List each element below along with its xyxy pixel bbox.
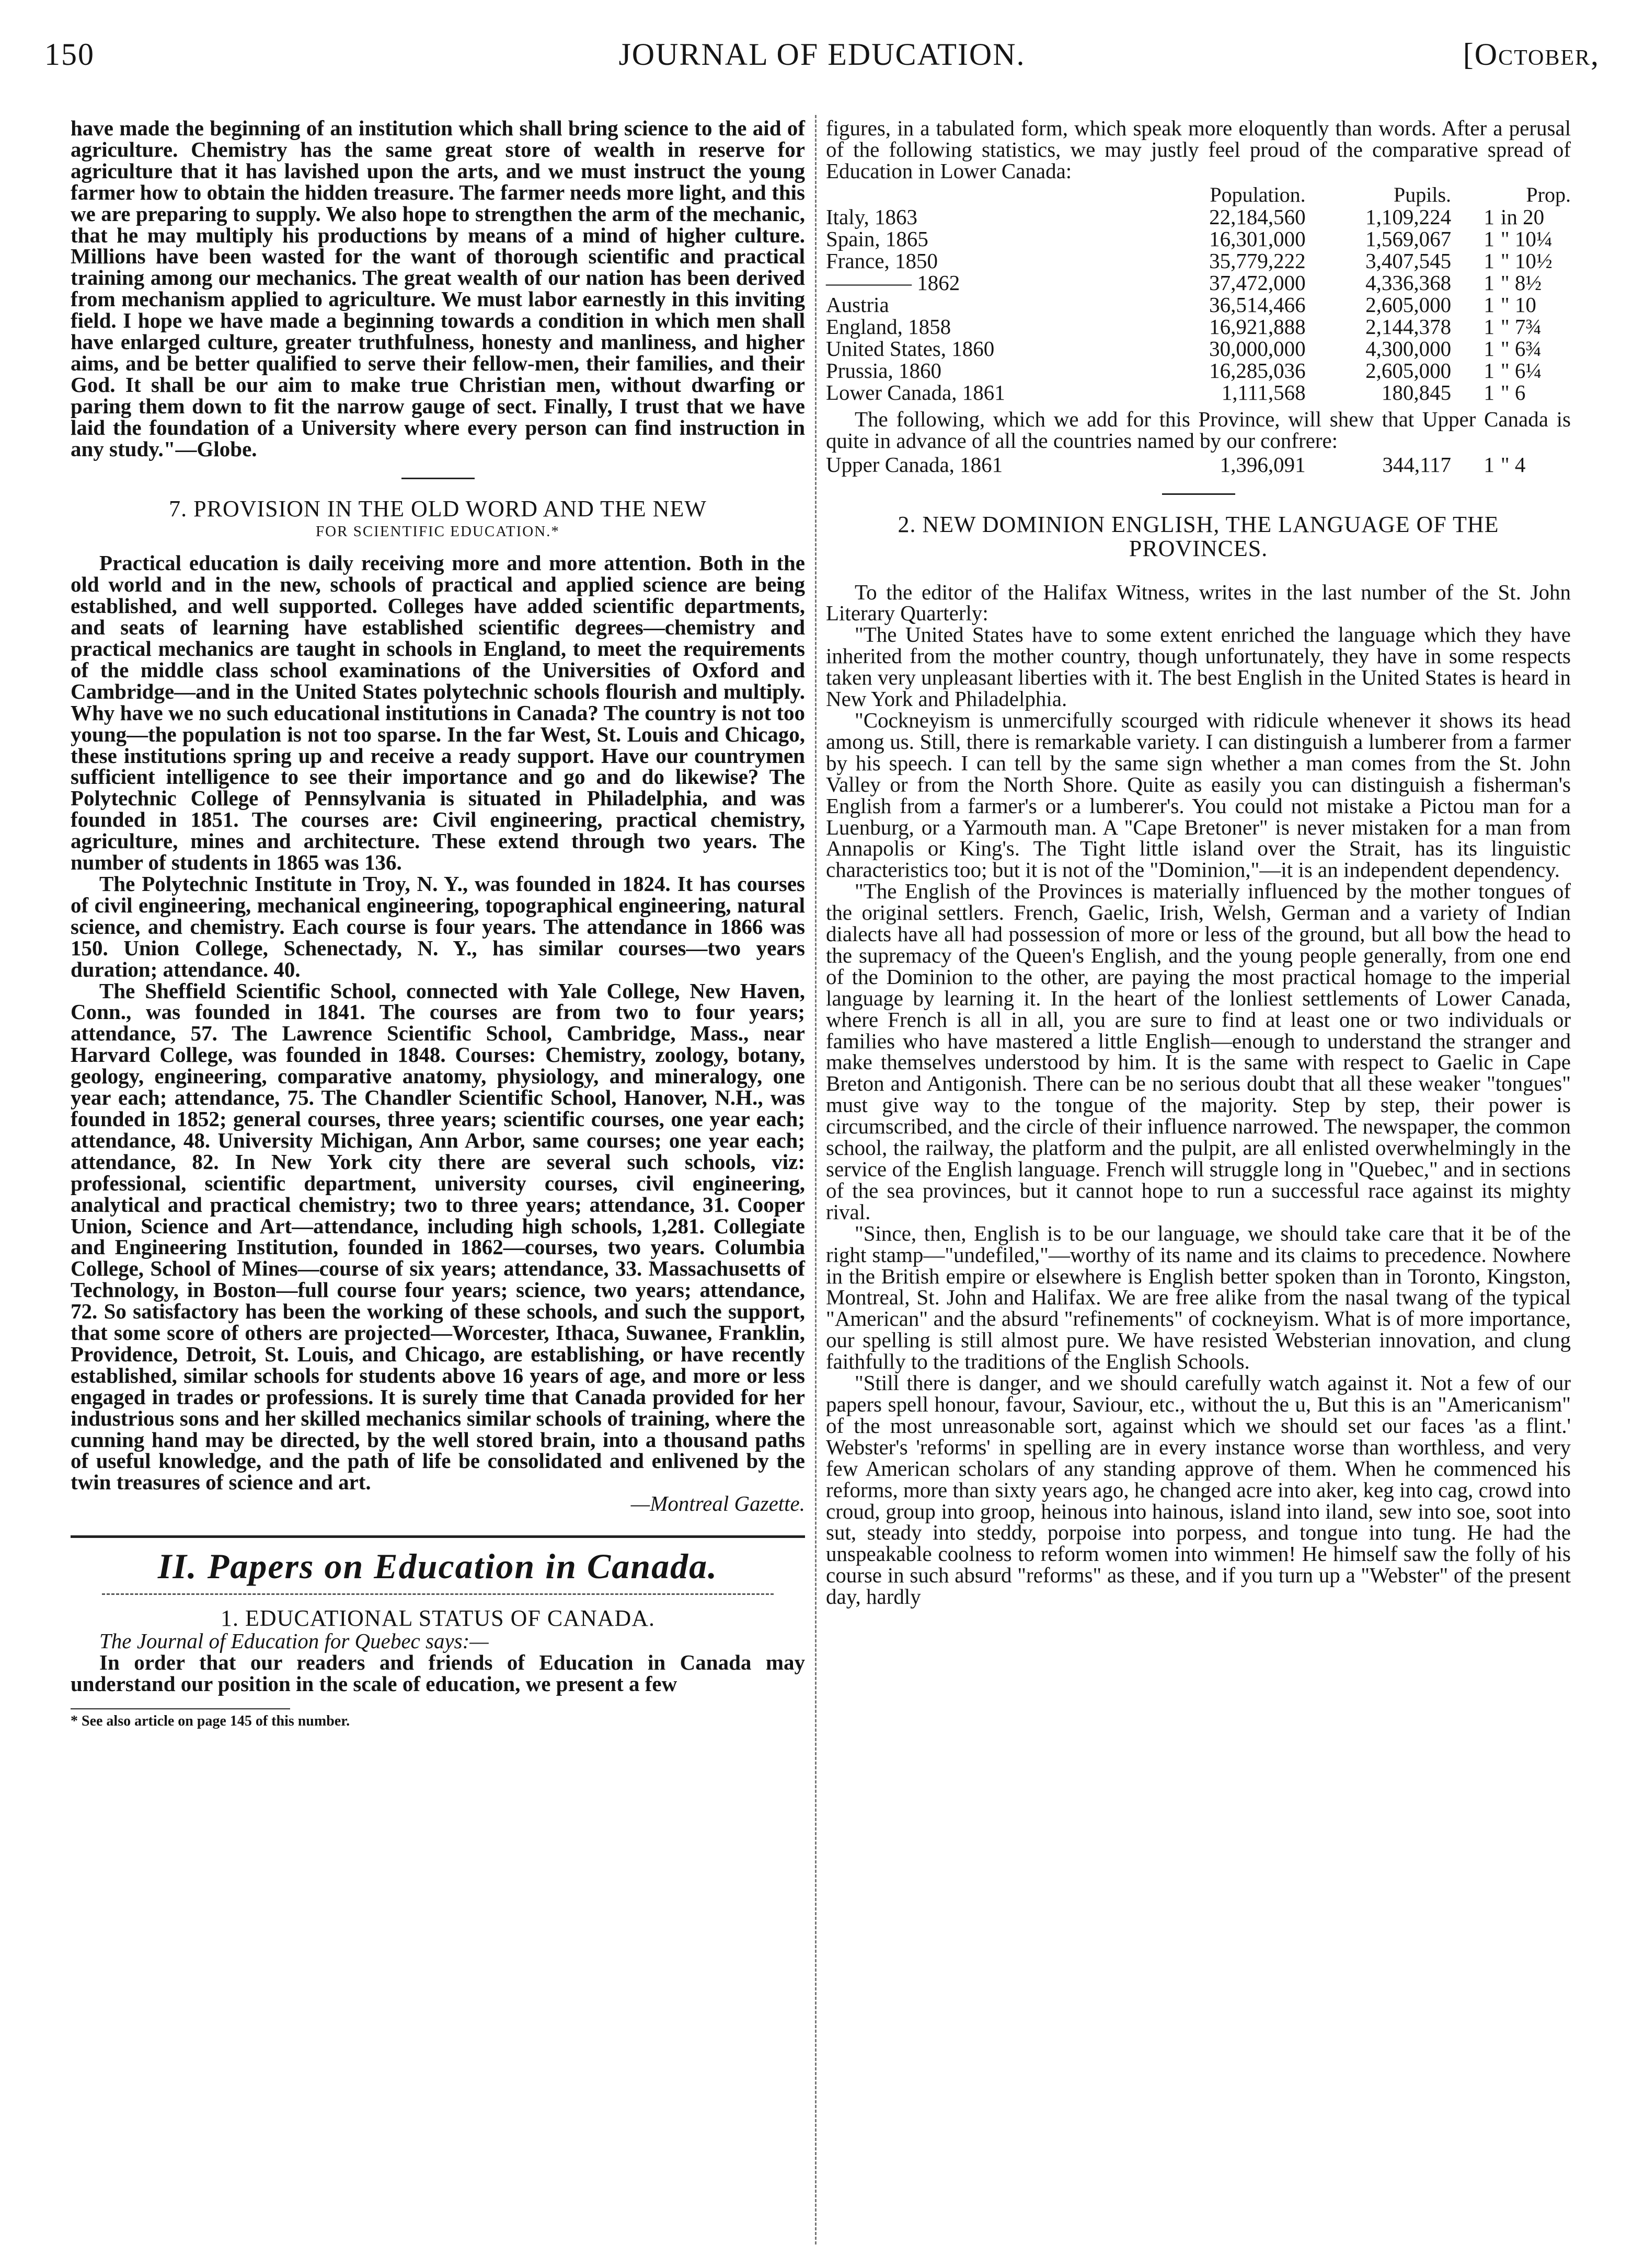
upper-canada-table	[826, 454, 1571, 476]
journal-title: JOURNAL OF EDUCATION.	[618, 37, 1026, 72]
row-population: 1,111,568	[1221, 380, 1306, 404]
row-population: 1,396,091	[1220, 452, 1306, 477]
right-column	[826, 118, 1571, 1607]
table-row	[826, 338, 1571, 360]
row-one: 1	[1484, 358, 1494, 383]
table-row	[826, 316, 1571, 338]
row-country: United States, 1860	[826, 336, 995, 361]
header-month: [October,	[1463, 37, 1600, 72]
row-country: England, 1858	[826, 314, 951, 339]
row-country: Prussia, 1860	[826, 358, 941, 383]
row-ratio: " 6	[1500, 380, 1526, 404]
section-7-paragraph-3: The Sheffield Scientific School, connected with Yale College, New Haven, Conn., was founded in 1841. The courses are from two to four years; attendance, 57. The Lawrence Scientific School, Cambridge, Mass., near Harvard College, was founded in 1848. Courses: Chemistry, zoology, botany, geology, engineering, comparative anatomy, physiology, and mineralogy, one year each; attendance, 75. The Chandler Scientific School, Hanover, N.H., was founded in 1852; general courses, three years; scientific courses, one year each; attendance, 48. University Michigan, Ann Arbor, same courses; one year each; attendance, 82. In New York city there are several such schools, viz: professional, scientific department, university courses, civil engineering, analytical and practical chemistry; two to three years; attendance, 31. Cooper Union, Science and Art—attendance, including high schools, 1,281. Collegiate and Engineering Institution, founded in 1862—courses, two years. Columbia College, School of Mines—course of six years; attendance, 33. Massachusetts of Technology, in Boston—full course four years; science, two years; attendance, 72. So satisfactory has been the working of these schools, and such the support, that some score of others are projected—Worcester, Ithaca, Suwanee, Franklin, Providence, Detroit, St. Louis, and Chicago, are establishing, or have recently established, similar schools for students above 16 years of age, and more or less engaged in trades or professions. It is surely time that Canada provided for her industrious sons and her skilled mechanics similar schools of training, where the cunning hand may be directed, by the well stored brain, into a thousand paths of useful knowledge, and the path of life be consolidated and enlivened by the twin treasures of science and art.	[71, 978, 805, 1495]
row-pupils: 2,144,378	[1365, 314, 1452, 339]
row-pupils: 4,300,000	[1365, 336, 1452, 361]
part-ii-header	[71, 1535, 805, 1595]
table-header-row	[826, 184, 1571, 206]
section-2-intro: To the editor of the Halifax Witness, writes in the last number of the St. John Literary Quarterly:	[826, 580, 1571, 626]
section-2-paragraph-2: "Cockneyism is unmercifully scourged with ridicule whenever it shows its head among us. Still, there is remarkable variety. I can distinguish a lumberer from a farmer by his speech. I can tell by the same sign whether a man comes from the St. John Valley or from the North Shore. Quite as easily you can distinguish a fisherman's English from a farmer's or a lumberer's. You could not mistake a Pictou man for a Luenburg, or a Yarmouth man. A "Cape Bretoner" is never mistaken for a man from Annapolis or King's. The Tight little island over the Strait, has its linguistic characteristics too; but it is not of the "Dominion,"—it is an independent dependency.	[826, 708, 1571, 882]
row-one: 1	[1484, 226, 1494, 251]
row-one: 1	[1484, 380, 1494, 404]
section-divider	[1162, 493, 1235, 495]
table-row	[826, 294, 1571, 316]
upper-canada-intro: The following, which we add for this Province, will shew that Upper Canada is quite in advance of all the countries named by our confrere:	[826, 407, 1571, 453]
row-pupils: 2,605,000	[1365, 292, 1452, 317]
row-ratio: " 8½	[1500, 270, 1542, 295]
row-pupils: 344,117	[1382, 452, 1452, 477]
section-7-paragraph-2: The Polytechnic Institute in Troy, N. Y., was founded in 1824. It has courses of civil engineering, mechanical engineering, topographical engineering, natural science, and chemistry. Each course is four years. The attendance in 1866 was 150. Union College, Schenectady, N. Y., has similar courses—two years duration; attendance. 40.	[71, 872, 805, 981]
row-ratio: " 10	[1500, 292, 1536, 317]
running-header	[44, 37, 1600, 84]
row-one: 1	[1484, 270, 1494, 295]
education-statistics-table	[826, 184, 1571, 403]
row-one: 1	[1484, 336, 1494, 361]
row-ratio: " 4	[1500, 452, 1526, 477]
column-header-population: Population.	[1210, 182, 1306, 206]
statistics-intro: figures, in a tabulated form, which speak more eloquently than words. After a perusal of the following statistics, we may justly feel proud of the comparative spread of Education in Lower Canada:	[826, 116, 1571, 183]
row-one: 1	[1484, 314, 1494, 339]
row-ratio: " 6¾	[1500, 336, 1542, 361]
part-ii-rule	[102, 1593, 774, 1595]
row-ratio: " 10½	[1500, 248, 1553, 273]
row-population: 30,000,000	[1209, 336, 1306, 361]
part-ii-title: II. Papers on Education in Canada.	[157, 1546, 718, 1587]
section-2-paragraph-4: "Since, then, English is to be our language, we should take care that it be of the right stamp—"undefiled,"—worthy of its name and its claims to precedence. Nowhere in the British empire or elsewhere is English better spoken than in Toronto, Kingston, Montreal, St. John and Halifax. We are free alike from the nasal twang of the typical "American" and the absurd "refinements" of cockneyism. What is of more importance, our spelling is still almost pure. We have resisted Websterian innovation, and clung faithfully to the traditions of the English Schools.	[826, 1221, 1571, 1374]
row-population: 16,921,888	[1209, 314, 1306, 339]
row-population: 16,301,000	[1209, 226, 1306, 251]
footnote-rule	[71, 1708, 290, 1709]
section-1-title: 1. EDUCATIONAL STATUS OF CANADA.	[220, 1605, 656, 1631]
table-row	[826, 381, 1571, 403]
row-pupils: 1,109,224	[1365, 204, 1452, 229]
row-pupils: 4,336,368	[1365, 270, 1452, 295]
section-divider	[401, 478, 475, 479]
section-2-paragraph-3: "The English of the Provinces is materially influenced by the mother tongues of the original settlers. French, Gaelic, Irish, Welsh, German and a variety of Indian dialects have all had possession of more or less of the ground, but all bow the head to the supremacy of the Queen's English, and the young people generally, from one end of the Dominion to the other, are paying the most practical homage to the imperial language by learning it. In the heart of the lonliest settlements of Lower Canada, where French is all in all, you are sure to find at least one or two individuals or families who have mastered a little English—enough to understand the stranger and make themselves understood by him. It is the same with respect to Gaelic in Cape Breton and Antigonish. There can be no serious doubt that all these weaker "tongues" must give way to the tongue of the majority. Step by step, their power is circumscribed, and the circle of their influence narrowed. The newspaper, the common school, the railway, the platform and the pulpit, are all enlisted overwhelmingly in the service of the English language. French will struggle long in "Quebec," and in sections of the sea provinces, but it cannot hope to run a successful race against its mighty rival.	[826, 879, 1571, 1224]
column-divider	[815, 115, 817, 2244]
table-row	[826, 228, 1571, 250]
row-ratio: " 6¼	[1500, 358, 1542, 383]
row-population: 37,472,000	[1209, 270, 1306, 295]
row-ratio: in 20	[1500, 204, 1545, 229]
row-pupils: 1,569,067	[1365, 226, 1452, 251]
section-2-paragraph-5: "Still there is danger, and we should carefully watch against it. Not a few of our papers spell honour, favour, Saviour, etc., without the u, But this is an "Americanism" of the most unreasonable sort, against which we should set our faces 'as a flint.' Webster's 'reforms' in spelling are in every instance worse than worthless, and very few American scholars of any standing approve of them. When he commenced his reforms, more than sixty years ago, he changed acre into aker, keg into cag, crowd into croud, group into groop, heinous into hainous, island into iland, sew into soe, soot into sut, steady into steddy, porpoise into porpess, and tongue into tung. He had the unspeakable coolness to reform women into wimmen! He himself saw the folly of his course in such absurd "reforms" as these, and if you turn up a "Webster" of the present day, hardly	[826, 1371, 1571, 1609]
globe-article-ending: have made the beginning of an institution which shall bring science to the aid of agriculture. Chemistry has the same great store of wealth in reserve for agriculture that it has lavished upon the arts, and we must instruct the young farmer how to obtain the hidden treasure. The farmer needs more light, and this we are preparing to supply. We also hope to strengthen the arm of the mechanic, that he may multiply his productions by means of a mind of higher culture. Millions have been wasted for the want of thorough scientific and practical training among our mechanics. The great wealth of our nation has been derived from mechanism applied to agriculture. We must labor earnestly in this inviting field. I hope we have made a beginning towards a condition in which men shall have enlarged culture, greater truthfulness, honesty and manliness, and higher aims, and be better qualified to serve their fellow-men, their families, and their God. It shall be our aim to make true Christian men, without dwarfing or paring them down to fit the narrow gauge of sect. Finally, I trust that we have laid the foundation of a University where every person can find instruction in any study."—Globe.	[71, 116, 805, 461]
row-pupils: 2,605,000	[1365, 358, 1452, 383]
row-country: ———— 1862	[826, 270, 960, 295]
row-pupils: 3,407,545	[1365, 248, 1452, 273]
table-row	[826, 454, 1571, 476]
row-population: 22,184,560	[1209, 204, 1306, 229]
table-row	[826, 206, 1571, 228]
row-country: Lower Canada, 1861	[826, 380, 1005, 404]
table-row	[826, 272, 1571, 294]
section-1-intro: The Journal of Education for Quebec says:—	[99, 1629, 489, 1653]
table-row	[826, 250, 1571, 272]
row-pupils: 180,845	[1381, 380, 1452, 404]
section-1-paragraph-1: In order that our readers and friends of Education in Canada may understand our position in the scale of education, we present a few	[71, 1650, 805, 1696]
statistics-rows	[826, 206, 1571, 403]
footnote: * See also article on page 145 of this number.	[71, 1712, 350, 1729]
row-population: 35,779,222	[1209, 248, 1306, 273]
section-7-paragraph-1: Practical education is daily receiving more and more attention. Both in the old world and in the new, schools of practical and applied science are being established, and well supported. Colleges have added scientific departments, and seats of learning have established scientific degrees—chemistry and practical mechanics are taught in schools in England, to meet the requirements of the middle class school examinations of the Universities of Oxford and Cambridge—and in the United States polytechnic schools flourish and multiply. Why have we no such educational institutions in Canada? The country is not too young—the population is not too sparse. In the far West, St. Louis and Chicago, these institutions spring up and receive a ready support. Have our countrymen sufficient intelligence to see their importance and go and do likewise? The Polytechnic College of Pennsylvania is situated in Philadelphia, and was founded in 1851. The courses are: Civil engineering, practical chemistry, agriculture, mines and architecture. These extend through two years. The number of students in 1865 was 136.	[71, 551, 805, 875]
row-country: Upper Canada, 1861	[826, 452, 1003, 477]
section-2-paragraph-1: "The United States have to some extent enriched the language which they have inherited from the mother country, though unfortunately, they have in some respects taken very unpleasant liberties with it. The best English in the United States is heard in New York and Philadelphia.	[826, 622, 1571, 711]
row-population: 16,285,036	[1209, 358, 1306, 383]
row-country: Italy, 1863	[826, 204, 917, 229]
row-country: Austria	[826, 292, 889, 317]
column-header-pupils: Pupils.	[1394, 182, 1452, 206]
row-ratio: " 7¾	[1500, 314, 1542, 339]
section-7-title: 7. PROVISION IN THE OLD WORD AND THE NEW	[169, 495, 707, 522]
page-number: 150	[44, 37, 95, 72]
row-country: Spain, 1865	[826, 226, 928, 251]
table-row	[826, 360, 1571, 381]
section-7-subtitle: FOR SCIENTIFIC EDUCATION.*	[316, 523, 560, 540]
row-one: 1	[1484, 452, 1494, 477]
row-country: France, 1850	[826, 248, 938, 273]
row-one: 1	[1484, 292, 1494, 317]
row-population: 36,514,466	[1209, 292, 1306, 317]
row-ratio: " 10¼	[1500, 226, 1553, 251]
section-2-title: 2. NEW DOMINION ENGLISH, THE LANGUAGE OF THE PROVINCES.	[898, 511, 1499, 561]
row-one: 1	[1484, 248, 1494, 273]
section-7-source: —Montreal Gazette.	[630, 1491, 805, 1516]
column-header-prop: Prop.	[1526, 182, 1571, 206]
left-column	[71, 118, 805, 1730]
row-one: 1	[1484, 204, 1494, 229]
